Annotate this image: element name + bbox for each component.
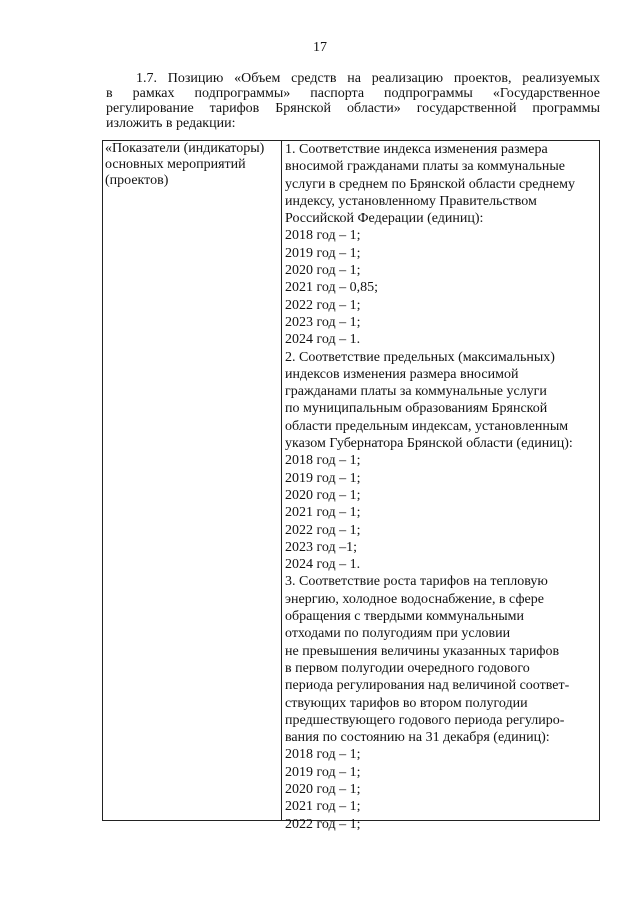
indicator-text-line: области предельным индексам, установленным	[285, 418, 569, 434]
left-column-line: «Показатели (индикаторы)	[105, 141, 265, 156]
table-left-column	[103, 141, 282, 820]
indicator-text-line: обращения с твердыми коммунальными	[285, 609, 525, 625]
page-number: 17	[313, 40, 327, 55]
indicator-item-2	[285, 349, 596, 574]
indicator-year-value: 2021 год – 1;	[285, 505, 361, 521]
table-right-column	[282, 141, 599, 832]
indicator-text-line: услуги в среднем по Брянской области среднему	[285, 176, 575, 192]
indicator-text-line: предшествующего годового периода регулиро-	[285, 712, 565, 728]
indicator-year-value: 2020 год – 1;	[285, 263, 361, 279]
indicator-year-value: 2024 год – 1.	[285, 557, 361, 573]
indicator-year-value: 2024 год – 1.	[285, 332, 361, 348]
indicator-text-line: по муниципальным образованиям Брянской	[285, 401, 548, 417]
indicator-year-value: 2022 год – 1;	[285, 816, 361, 832]
indicator-year-value: 2021 год – 1;	[285, 799, 361, 815]
indicator-text-line: 1. Соответствие индекса изменения размера	[285, 142, 548, 157]
indicator-year-value: 2021 год – 0,85;	[285, 280, 379, 296]
indicator-text-line: периода регулирования над величиной соответ-	[285, 678, 570, 694]
indicator-text-line: вносимой гражданами платы за коммунальные	[285, 159, 565, 175]
indicator-year-value: 2022 год – 1;	[285, 297, 361, 313]
left-column-line: основных мероприятий	[105, 157, 246, 172]
indicator-text-line: индексов изменения размера вносимой	[285, 366, 519, 382]
indicator-text-line: указом Губернатора Брянской области (единиц):	[285, 436, 573, 452]
indicator-text-line: гражданами платы за коммунальные услуги	[285, 384, 547, 400]
indicator-text-line: вания по состоянию на 31 декабря (единиц):	[285, 730, 550, 746]
indicator-year-value: 2020 год – 1;	[285, 487, 361, 503]
indicator-year-value: 2018 год – 1;	[285, 747, 361, 763]
intro-line: изложить в редакции:	[106, 116, 236, 131]
indicator-text-line: в первом полугодии очередного годового	[285, 660, 530, 676]
indicator-year-value: 2019 год – 1;	[285, 245, 361, 261]
indicator-text-line: 3. Соответствие роста тарифов на тепловую	[285, 574, 548, 590]
indicator-text-line: отходами по полугодиям при условии	[285, 626, 511, 642]
indicator-item-3	[285, 573, 596, 832]
indicator-text-line: не превышения величины указанных тарифов	[285, 643, 560, 659]
indicator-year-value: 2018 год – 1;	[285, 453, 361, 469]
indicator-text-line: 2. Соответствие предельных (максимальных)	[285, 349, 555, 365]
indicator-year-value: 2018 год – 1;	[285, 228, 361, 244]
indicator-text-line: энергию, холодное водоснабжение, в сфере	[285, 591, 544, 607]
indicator-year-value: 2023 год – 1;	[285, 314, 361, 330]
indicator-year-value: 2019 год – 1;	[285, 470, 361, 486]
indicators-table	[102, 140, 600, 832]
indicator-year-value: 2022 год – 1;	[285, 522, 361, 538]
intro-line: 1.7. Позицию «Объем средств на реализацию проектов, реализуемых	[136, 71, 600, 86]
indicator-year-value: 2019 год – 1;	[285, 764, 361, 780]
indicator-text-line: ствующих тарифов во втором полугодии	[285, 695, 528, 711]
indicator-year-value: 2023 год –1;	[285, 539, 358, 555]
indicator-year-value: 2020 год – 1;	[285, 781, 361, 797]
intro-paragraph	[106, 71, 600, 131]
intro-line: в рамках подпрограммы» паспорта подпрограммы «Государственное	[106, 86, 600, 101]
left-column-line: (проектов)	[105, 173, 169, 188]
indicator-text-line: индексу, установленному Правительством	[285, 193, 537, 209]
intro-line: регулирование тарифов Брянской области» государственной программы	[106, 101, 600, 116]
indicator-item-1	[285, 141, 596, 349]
indicator-text-line: Российской Федерации (единиц):	[285, 211, 484, 227]
